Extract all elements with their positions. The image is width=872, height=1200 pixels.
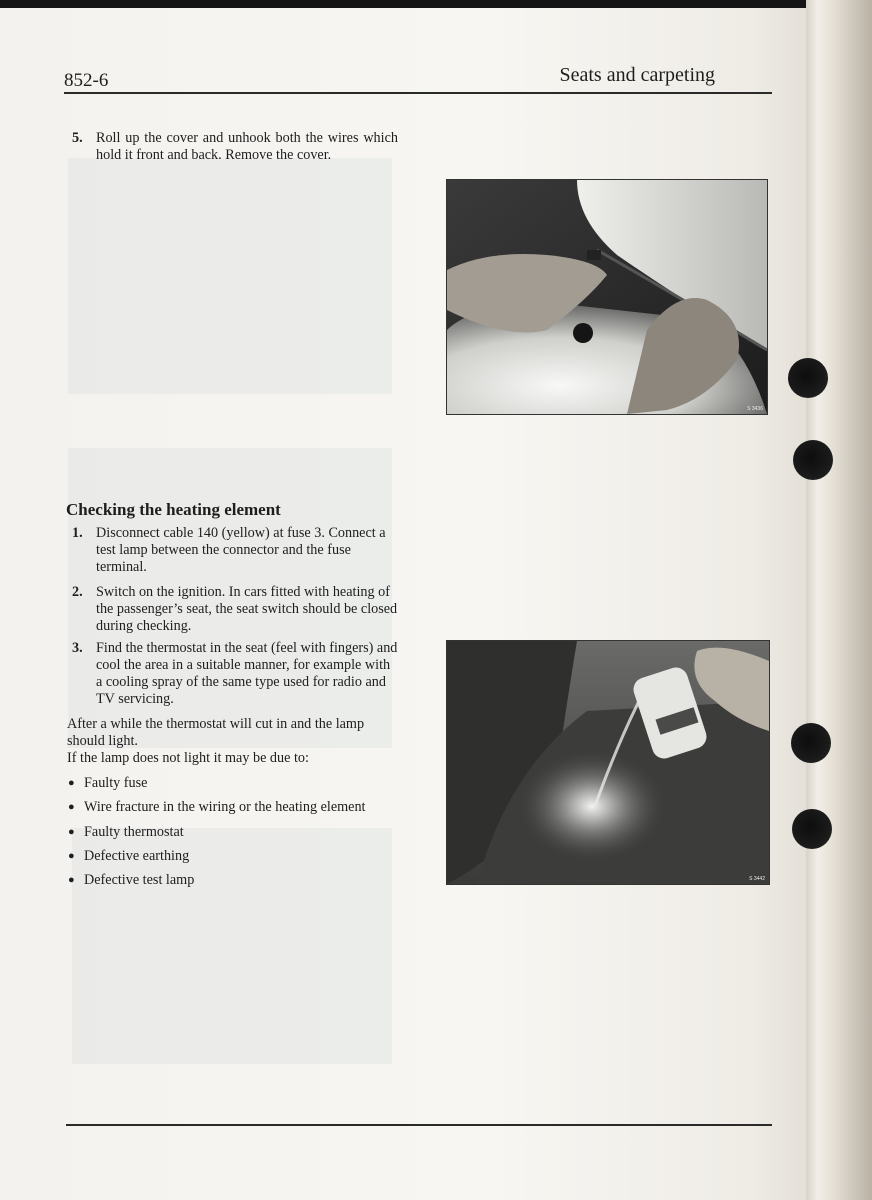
photo-cooling-spray	[446, 640, 770, 885]
punch-hole	[791, 723, 831, 763]
punch-hole	[788, 358, 828, 398]
cause-list	[68, 775, 365, 896]
photo-unhooking-cover	[446, 179, 768, 415]
punch-hole	[793, 440, 833, 480]
bullet-icon: ●	[68, 874, 75, 887]
section-heading: Checking the heating element	[66, 500, 281, 519]
section-title: Seats and carpeting	[559, 64, 715, 86]
bullet-icon: ●	[68, 777, 75, 789]
step-5	[72, 130, 398, 164]
step-3	[72, 640, 398, 708]
bullet-icon: ●	[68, 849, 75, 862]
header-rule	[64, 92, 772, 94]
footer-rule	[66, 1124, 772, 1126]
bullet-icon: ●	[68, 825, 75, 838]
figure-code: S 3436	[747, 406, 763, 412]
punch-hole	[792, 809, 832, 849]
show-through-block	[68, 158, 392, 394]
cause-intro: If the lamp does not light it may be due to:	[67, 750, 309, 766]
step-number: 2.	[72, 584, 83, 600]
list-item: ● Defective earthing	[68, 847, 190, 864]
step-text: Switch on the ignition. In cars fitted with heating of the passenger’s seat, the seat switch should be closed during checking.	[96, 584, 398, 634]
step-number: 3.	[72, 640, 83, 656]
step-number: 1.	[72, 525, 83, 541]
list-item: ● Faulty thermostat	[68, 823, 184, 840]
step-text: Disconnect cable 140 (yellow) at fuse 3. Connect a test lamp between the connector and the fuse terminal.	[96, 525, 386, 575]
manual-page	[0, 8, 815, 1200]
result-paragraph: After a while the thermostat will cut in and the lamp should light.	[67, 716, 365, 749]
cooling-spray-photo	[447, 641, 769, 884]
step-number: 5.	[72, 130, 83, 146]
seat-cover-photo	[447, 180, 767, 414]
list-item: ● Faulty fuse	[68, 775, 148, 791]
list-item: ● Defective test lamp	[68, 872, 195, 889]
step-text: Find the thermostat in the seat (feel with fingers) and cool the area in a suitable manner, for example with a cooling spray of the same type used for radio and TV servicing.	[96, 640, 398, 707]
list-item: ● Wire fracture in the wiring or the heating element	[68, 799, 366, 816]
binder-edge	[806, 0, 872, 1200]
figure-code: S 3442	[749, 876, 765, 882]
page-number: 852-6	[64, 70, 109, 91]
step-text: Roll up the cover and unhook both the wires which hold it front and back. Remove the cover.	[96, 130, 398, 163]
step-2	[72, 584, 398, 635]
step-1	[72, 525, 398, 576]
bullet-icon: ●	[68, 801, 75, 814]
